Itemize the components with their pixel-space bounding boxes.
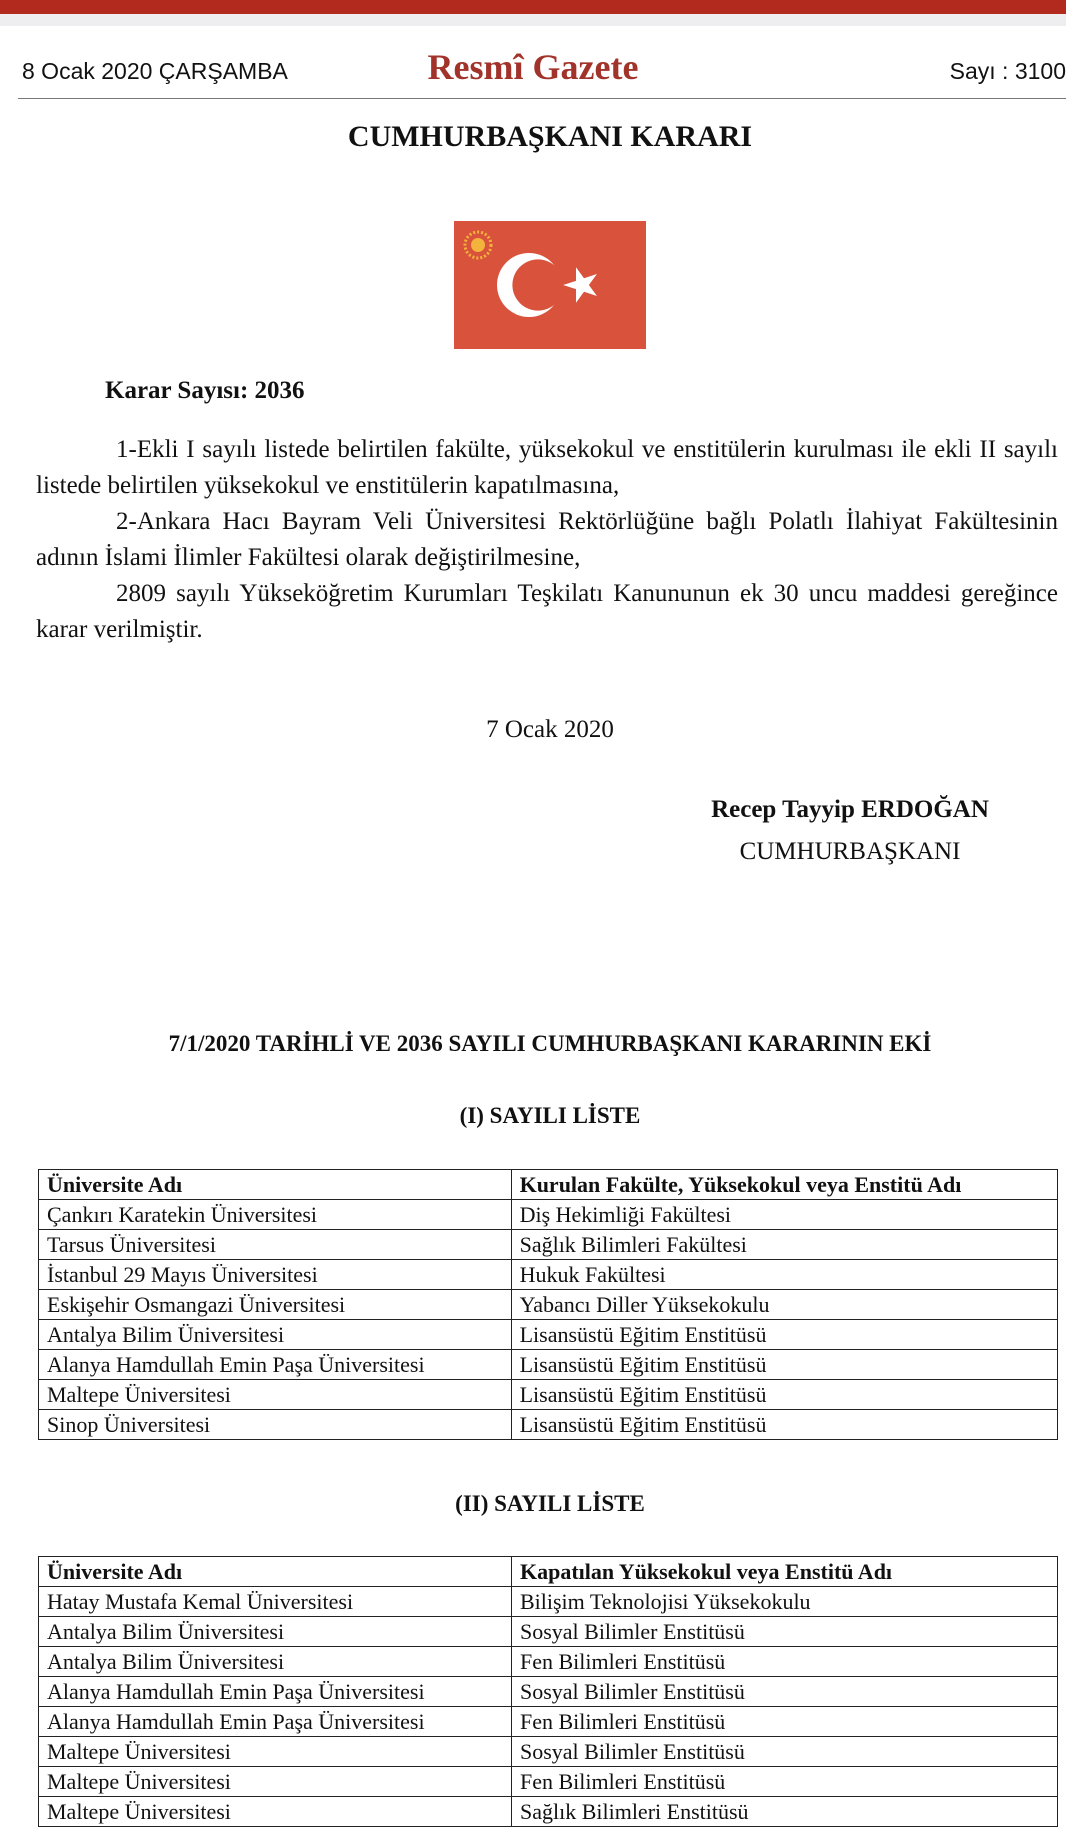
- table-row: [39, 1767, 1058, 1797]
- table-row: [39, 1707, 1058, 1737]
- gazette-page: [0, 26, 1066, 1825]
- table-row: [39, 1647, 1058, 1677]
- university-cell: Maltepe Üniversitesi: [39, 1797, 512, 1827]
- signer-name: Recep Tayyip ERDOĞAN: [711, 796, 989, 823]
- signer-title: CUMHURBAŞKANI: [739, 838, 961, 865]
- table-row: [39, 1290, 1058, 1320]
- table-row: [39, 1200, 1058, 1230]
- university-cell: Hatay Mustafa Kemal Üniversitesi: [39, 1587, 512, 1617]
- university-cell: Tarsus Üniversitesi: [39, 1230, 512, 1260]
- university-cell: İstanbul 29 Mayıs Üniversitesi: [39, 1260, 512, 1290]
- unit-cell: Yabancı Diller Yüksekokulu: [511, 1290, 1057, 1320]
- masthead-divider: [18, 98, 1066, 99]
- unit-cell: Fen Bilimleri Enstitüsü: [511, 1767, 1057, 1797]
- unit-cell: Sosyal Bilimler Enstitüsü: [511, 1737, 1057, 1767]
- table-row: [39, 1677, 1058, 1707]
- decision-paragraph-1: [36, 432, 1058, 504]
- university-cell: Antalya Bilim Üniversitesi: [39, 1647, 512, 1677]
- university-cell: Maltepe Üniversitesi: [39, 1767, 512, 1797]
- column-header: Üniversite Adı: [39, 1557, 512, 1587]
- column-header: Kurulan Fakülte, Yüksekokul veya Enstitü Adı: [511, 1170, 1057, 1200]
- university-cell: Sinop Üniversitesi: [39, 1410, 512, 1440]
- column-header: Kapatılan Yüksekokul veya Enstitü Adı: [511, 1557, 1057, 1587]
- presidential-flag-icon: [454, 221, 646, 349]
- masthead: [0, 26, 1066, 98]
- column-header: Üniversite Adı: [39, 1170, 512, 1200]
- table-row: [39, 1230, 1058, 1260]
- unit-cell: Sağlık Bilimleri Enstitüsü: [511, 1797, 1057, 1827]
- unit-cell: Bilişim Teknolojisi Yüksekokulu: [511, 1587, 1057, 1617]
- decision-paragraph-2: [36, 504, 1058, 576]
- table-row: [39, 1587, 1058, 1617]
- unit-cell: Fen Bilimleri Enstitüsü: [511, 1647, 1057, 1677]
- masthead-issue-number: Sayı : 3100: [949, 58, 1066, 84]
- university-cell: Çankırı Karatekin Üniversitesi: [39, 1200, 512, 1230]
- table-row: [39, 1737, 1058, 1767]
- list-2-title: (II) SAYILI LİSTE: [455, 1491, 645, 1516]
- unit-cell: Sosyal Bilimler Enstitüsü: [511, 1677, 1057, 1707]
- top-browser-bar: [0, 0, 1066, 14]
- table-row: [39, 1260, 1058, 1290]
- established-units-table: [38, 1169, 1058, 1440]
- decision-number: Karar Sayısı: 2036: [105, 377, 305, 404]
- table-row: [39, 1320, 1058, 1350]
- table-header-row: [39, 1557, 1058, 1587]
- closed-units-table: [38, 1556, 1058, 1827]
- decision-paragraph-3: [36, 576, 1058, 648]
- unit-cell: Lisansüstü Eğitim Enstitüsü: [511, 1350, 1057, 1380]
- university-cell: Antalya Bilim Üniversitesi: [39, 1617, 512, 1647]
- annex-title: 7/1/2020 TARİHLİ VE 2036 SAYILI CUMHURBAŞKANI KARARININ EKİ: [168, 1031, 932, 1056]
- table-row: [39, 1410, 1058, 1440]
- paragraph-3-text: 2809 sayılı Yükseköğretim Kurumları Teşkilatı Kanununun ek 30 uncu maddesi gereğince karar verilmiştir.: [36, 580, 1058, 643]
- table-row: [39, 1797, 1058, 1827]
- unit-cell: Sosyal Bilimler Enstitüsü: [511, 1617, 1057, 1647]
- paragraph-1-text: 1-Ekli I sayılı listede belirtilen fakülte, yüksekokul ve enstitülerin kurulması ile ekli II sayılı listede belirtilen yüksekokul ve enstitülerin kapatılmasına,: [36, 436, 1058, 499]
- unit-cell: Lisansüstü Eğitim Enstitüsü: [511, 1410, 1057, 1440]
- top-shade: [0, 14, 1066, 26]
- university-cell: Eskişehir Osmangazi Üniversitesi: [39, 1290, 512, 1320]
- list-1-title: (I) SAYILI LİSTE: [459, 1103, 641, 1128]
- university-cell: Alanya Hamdullah Emin Paşa Üniversitesi: [39, 1707, 512, 1737]
- unit-cell: Fen Bilimleri Enstitüsü: [511, 1707, 1057, 1737]
- masthead-date: 8 Ocak 2020 ÇARŞAMBA: [22, 58, 288, 84]
- university-cell: Alanya Hamdullah Emin Paşa Üniversitesi: [39, 1350, 512, 1380]
- unit-cell: Hukuk Fakültesi: [511, 1260, 1057, 1290]
- table-row: [39, 1617, 1058, 1647]
- university-cell: Antalya Bilim Üniversitesi: [39, 1320, 512, 1350]
- table-row: [39, 1350, 1058, 1380]
- unit-cell: Sağlık Bilimleri Fakültesi: [511, 1230, 1057, 1260]
- masthead-title: Resmî Gazete: [427, 47, 639, 87]
- university-cell: Maltepe Üniversitesi: [39, 1737, 512, 1767]
- table-header-row: [39, 1170, 1058, 1200]
- unit-cell: Lisansüstü Eğitim Enstitüsü: [511, 1380, 1057, 1410]
- table-row: [39, 1380, 1058, 1410]
- unit-cell: Diş Hekimliği Fakültesi: [511, 1200, 1057, 1230]
- decision-date: 7 Ocak 2020: [486, 716, 614, 743]
- paragraph-2-text: 2-Ankara Hacı Bayram Veli Üniversitesi Rektörlüğüne bağlı Polatlı İlahiyat Fakültesinin adının İslami İlimler Fakültesi olarak değiştirilmesine,: [36, 508, 1058, 571]
- university-cell: Alanya Hamdullah Emin Paşa Üniversitesi: [39, 1677, 512, 1707]
- unit-cell: Lisansüstü Eğitim Enstitüsü: [511, 1320, 1057, 1350]
- university-cell: Maltepe Üniversitesi: [39, 1380, 512, 1410]
- document-heading: CUMHURBAŞKANI KARARI: [347, 120, 753, 153]
